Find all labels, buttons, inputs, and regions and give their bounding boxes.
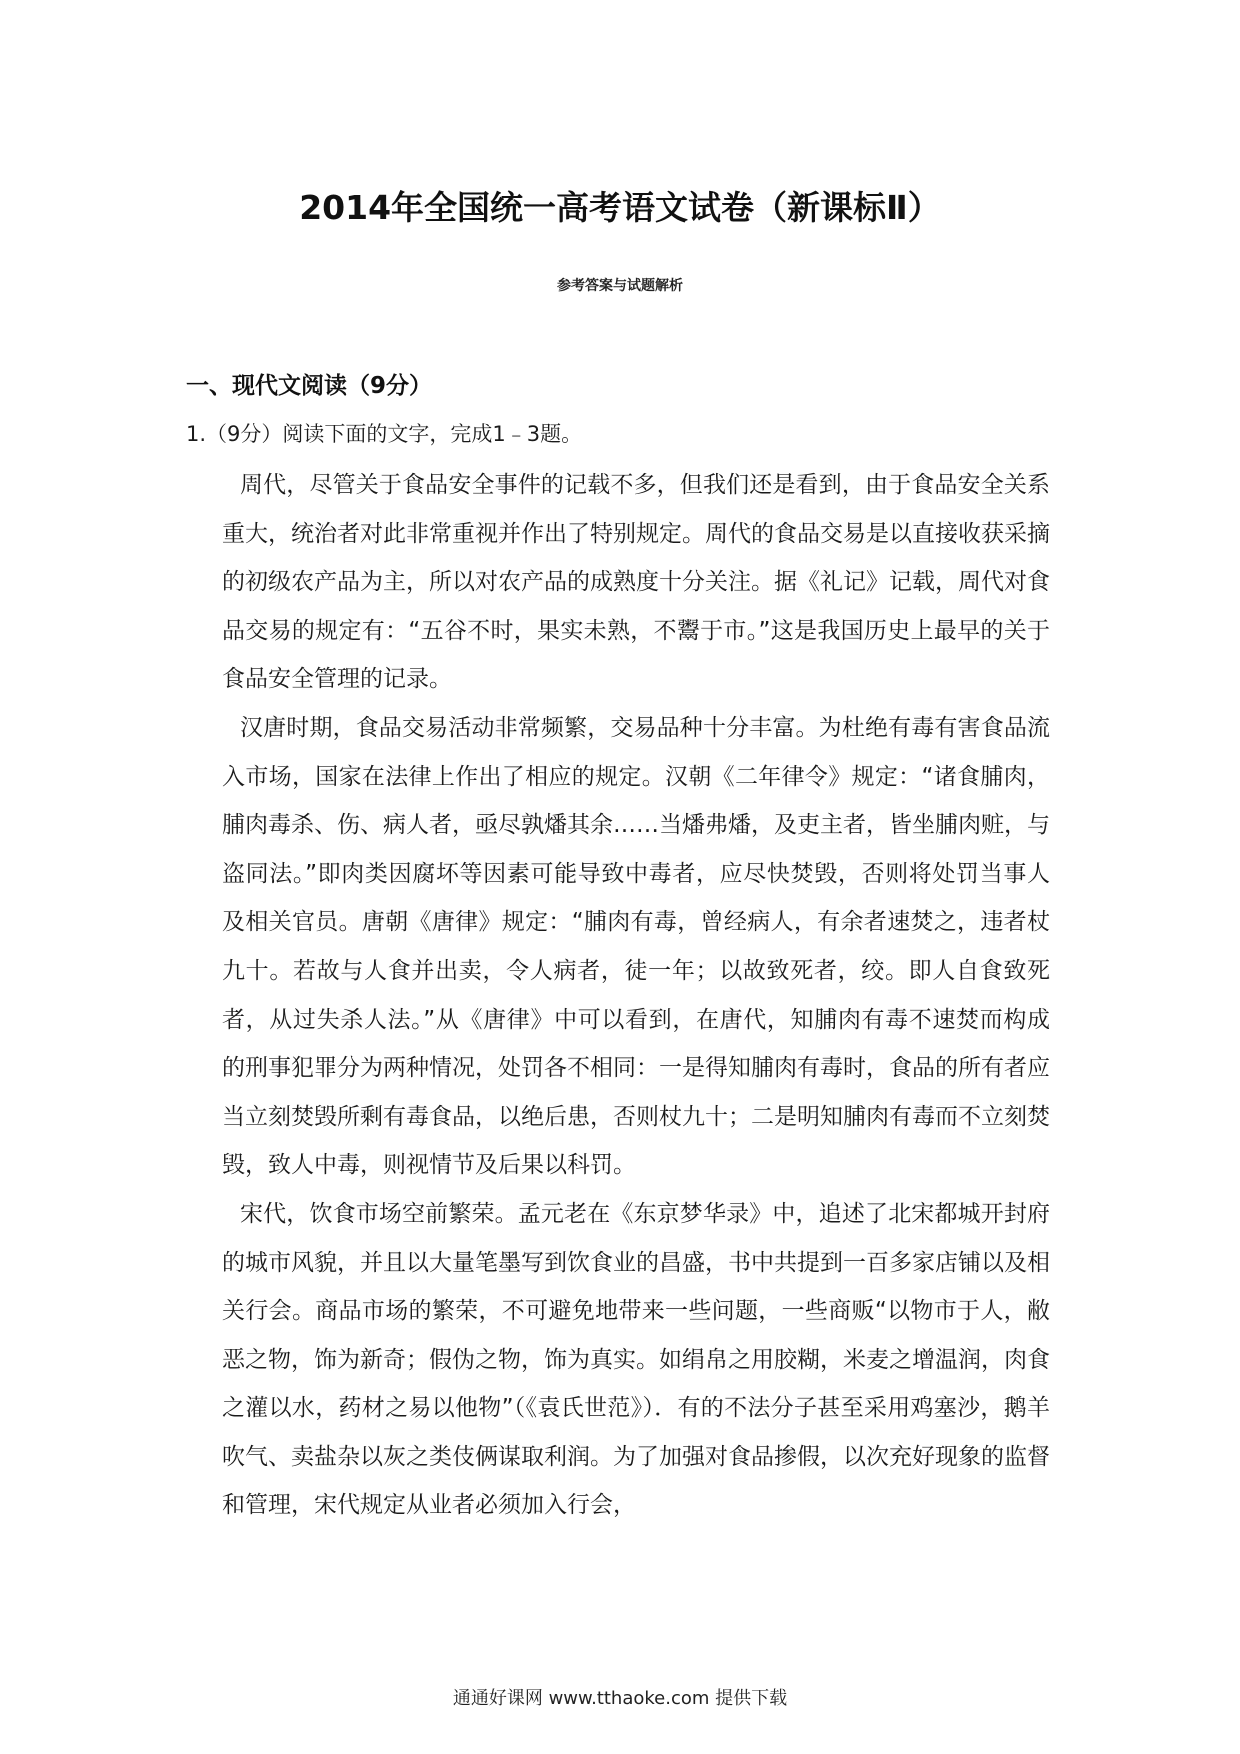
passage-paragraph-song: 宋代，饮食市场空前繁荣。孟元老在《东京梦华录》中，追述了北宋都城开封府的城市风貌，并且以大量笔墨写到饮食业的昌盛，书中共提到一百多家店铺以及相关行会。商品市场的繁荣，不可避免地带来一些问题，一些商贩“以物市于人，敝恶之物，饰为新奇；假伪之物，饰为真实。如绢帛之用胶糊，米麦之增温润，肉食之灌以水，药材之易以他物”（《袁氏世范》）．有的不法分子甚至采用鸡塞沙，鹅羊吹气、卖盐杂以灰之类伎俩谋取利润。为了加强对食品掺假，以次充好现象的监督和管理，宋代规定从业者必须加入行会， [222,1200,1050,1519]
exam-title: 2014年全国统一高考语文试卷（新课标Ⅱ） [299,188,941,227]
passage-paragraph-zhou: 周代，尽管关于食品安全事件的记载不多，但我们还是看到，由于食品安全关系重大，统治者对此非常重视并作出了特别规定。周代的食品交易是以直接收获采摘的初级农产品为主，所以对农产品的成熟度十分关注。据《礼记》记载，周代对食品交易的规定有：“五谷不时，果实未熟，不鬻于市。”这是我国历史上最早的关于食品安全管理的记录。 [222,472,1050,693]
passage-paragraph-han-tang: 汉唐时期，食品交易活动非常频繁，交易品种十分丰富。为杜绝有毒有害食品流入市场，国家在法律上作出了相应的规定。汉朝《二年律令》规定：“诸食脯肉，脯肉毒杀、伤、病人者，亟尽孰燔其余……当燔弗燔，及吏主者，皆坐脯肉赃，与盗同法。”即肉类因腐坏等因素可能导致中毒者，应尽快焚毁，否则将处罚当事人及相关官员。唐朝《唐律》规定：“脯肉有毒，曾经病人，有余者速焚之，违者杖九十。若故与人食并出卖，令人病者，徒一年；以故致死者，绞。即人自食致死者，从过失杀人法。”从《唐律》中可以看到，在唐代，知脯肉有毒不速焚而构成的刑事犯罪分为两种情况，处罚各不相同：一是得知脯肉有毒时，食品的所有者应当立刻焚毁所剩有毒食品，以绝后患，否则杖九十；二是明知脯肉有毒而不立刻焚毁，致人中毒，则视情节及后果以科罚。 [222,714,1050,1179]
exam-subtitle: 参考答案与试题解析 [557,278,683,294]
reading-passage [222,461,1050,1530]
question-prompt: 1.（9分）阅读下面的文字，完成1﹣3题。 [186,422,583,446]
section-heading: 一、现代文阅读（9分） [186,373,433,399]
page-footer: 通通好课网 www.tthaoke.com 提供下载 [452,1688,788,1709]
